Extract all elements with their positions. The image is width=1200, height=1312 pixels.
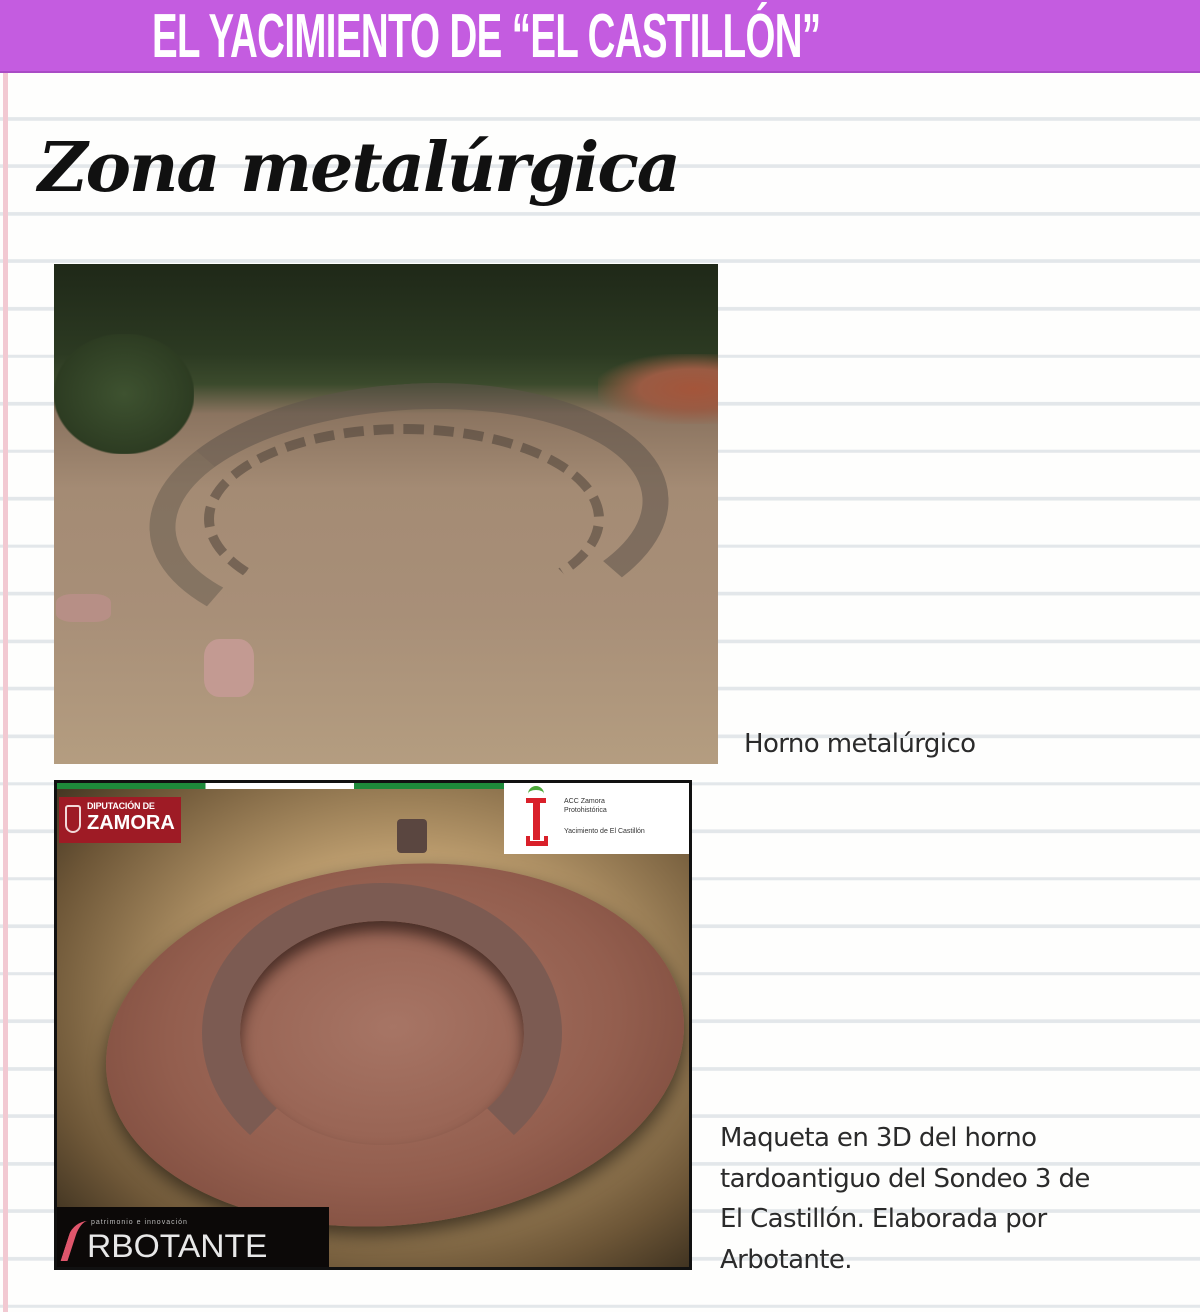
header-banner: [0, 0, 1200, 73]
arbotante-wordmark: RBOTANTE: [87, 1228, 268, 1264]
acc-figure-icon: [524, 786, 550, 848]
model-chimney: [397, 819, 427, 853]
furnace-photo: [54, 264, 718, 764]
crest-icon: [65, 805, 81, 833]
acc-zamora-logo: [504, 780, 692, 854]
photo-stone: [204, 639, 254, 697]
notebook-margin-line: [3, 72, 8, 1312]
photo-stone: [56, 594, 111, 622]
caption-line: Maqueta en 3D del horno: [720, 1123, 1037, 1153]
caption-line: El Castillón. Elaborada por: [720, 1204, 1047, 1234]
furnace-inner-stones: [204, 424, 604, 614]
caption-line: tardoantiguo del Sondeo 3 de: [720, 1163, 1090, 1194]
furnace-caption: Horno metalúrgico: [744, 729, 976, 759]
model-caption: [720, 1118, 1190, 1280]
photo-red-soil: [598, 354, 718, 424]
flag-stripe: [57, 783, 507, 789]
acc-line1: ACC Zamora: [564, 798, 605, 805]
section-heading: Zona metalúrgica: [38, 128, 679, 208]
acc-line3: Yacimiento de El Castillón: [564, 828, 645, 835]
caption-line: Arbotante.: [720, 1244, 852, 1275]
logo-line2: ZAMORA: [87, 812, 175, 834]
diputacion-zamora-logo: [59, 797, 181, 843]
model-3d-photo: [54, 780, 692, 1270]
acc-line2: Protohistórica: [564, 807, 607, 814]
logo-line1: DIPUTACIÓN DE: [87, 801, 155, 811]
page-title: EL YACIMIENTO DE “EL CASTILLÓN”: [152, 2, 821, 71]
arbotante-tagline: patrimonio e innovación: [91, 1219, 188, 1226]
arbotante-a-icon: [61, 1221, 90, 1261]
model-furnace-wall: [202, 883, 562, 1183]
photo-bush: [54, 334, 194, 454]
arbotante-logo: [57, 1207, 329, 1267]
